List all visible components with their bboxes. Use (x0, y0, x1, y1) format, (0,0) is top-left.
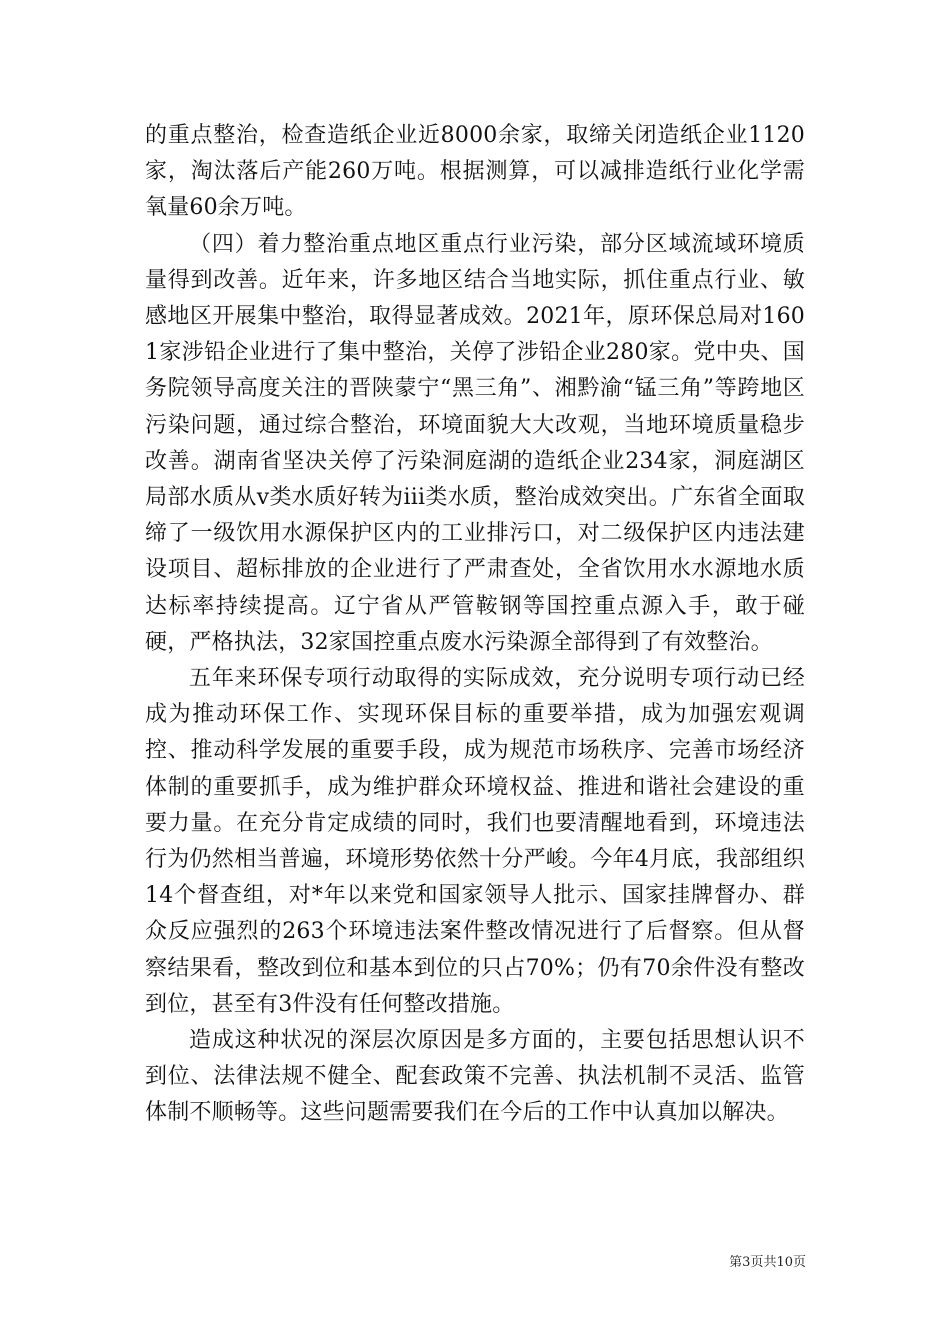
page-number-footer: 第3页共10页 (729, 1255, 806, 1270)
paragraph-continuation: 的重点整治，检查造纸企业近8000余家，取缔关闭造纸企业1120家，淘汰落后产能260万吨。根据测算，可以减排造纸行业化学需氧量60余万吨。 (145, 123, 805, 221)
paragraph-section-four: （四）着力整治重点地区重点行业污染，部分区域流域环境质量得到改善。近年来，许多地区结合当地实际，抓住重点行业、敏感地区开展集中整治，取得显著成效。2021年，原环保总局对1601家涉铅企业进行了集中整治，关停了涉铅企业280家。党中央、国务院领导高度关注的晋陕蒙宁“黑三角”、湘黔渝“锰三角”等跨地区污染问题，通过综合整治，环境面貌大大改观，当地环境质量稳步改善。湖南省坚决关停了污染洞庭湖的造纸企业234家，洞庭湖区局部水质从v类水质好转为iii类水质，整治成效突出。广东省全面取缔了一级饮用水源保护区内的工业排污口，对二级保护区内违法建设项目、超标排放的企业进行了严肃查处，全省饮用水水源地水质达标率持续提高。辽宁省从严管鞍钢等国控重点源入手，敢于碰硬，严格执法，32家国控重点废水污染源全部得到了有效整治。 (145, 231, 805, 655)
paragraph-five-year-results: 五年来环保专项行动取得的实际成效，充分说明专项行动已经成为推动环保工作、实现环保目标的重要举措，成为加强宏观调控、推动科学发展的重要手段，成为规范市场秩序、完善市场经济体制的重要抓手，成为维护群众环境权益、推进和谐社会建设的重要力量。在充分肯定成绩的同时，我们也要清醒地看到，环境违法行为仍然相当普遍，环境形势依然十分严峻。今年4月底，我部组织14个督查组，对*年以来党和国家领导人批示、国家挂牌督办、群众反应强烈的263个环境违法案件整改情况进行了后督察。但从督察结果看，整改到位和基本到位的只占70%；仍有70余件没有整改到位，甚至有3件没有任何整改措施。 (145, 666, 805, 1017)
paragraph-root-causes: 造成这种状况的深层次原因是多方面的，主要包括思想认识不到位、法律法规不健全、配套政策不完善、执法机制不灵活、监管体制不顺畅等。这些问题需要我们在今后的工作中认真加以解决。 (145, 1028, 805, 1126)
document-body (145, 118, 805, 1132)
